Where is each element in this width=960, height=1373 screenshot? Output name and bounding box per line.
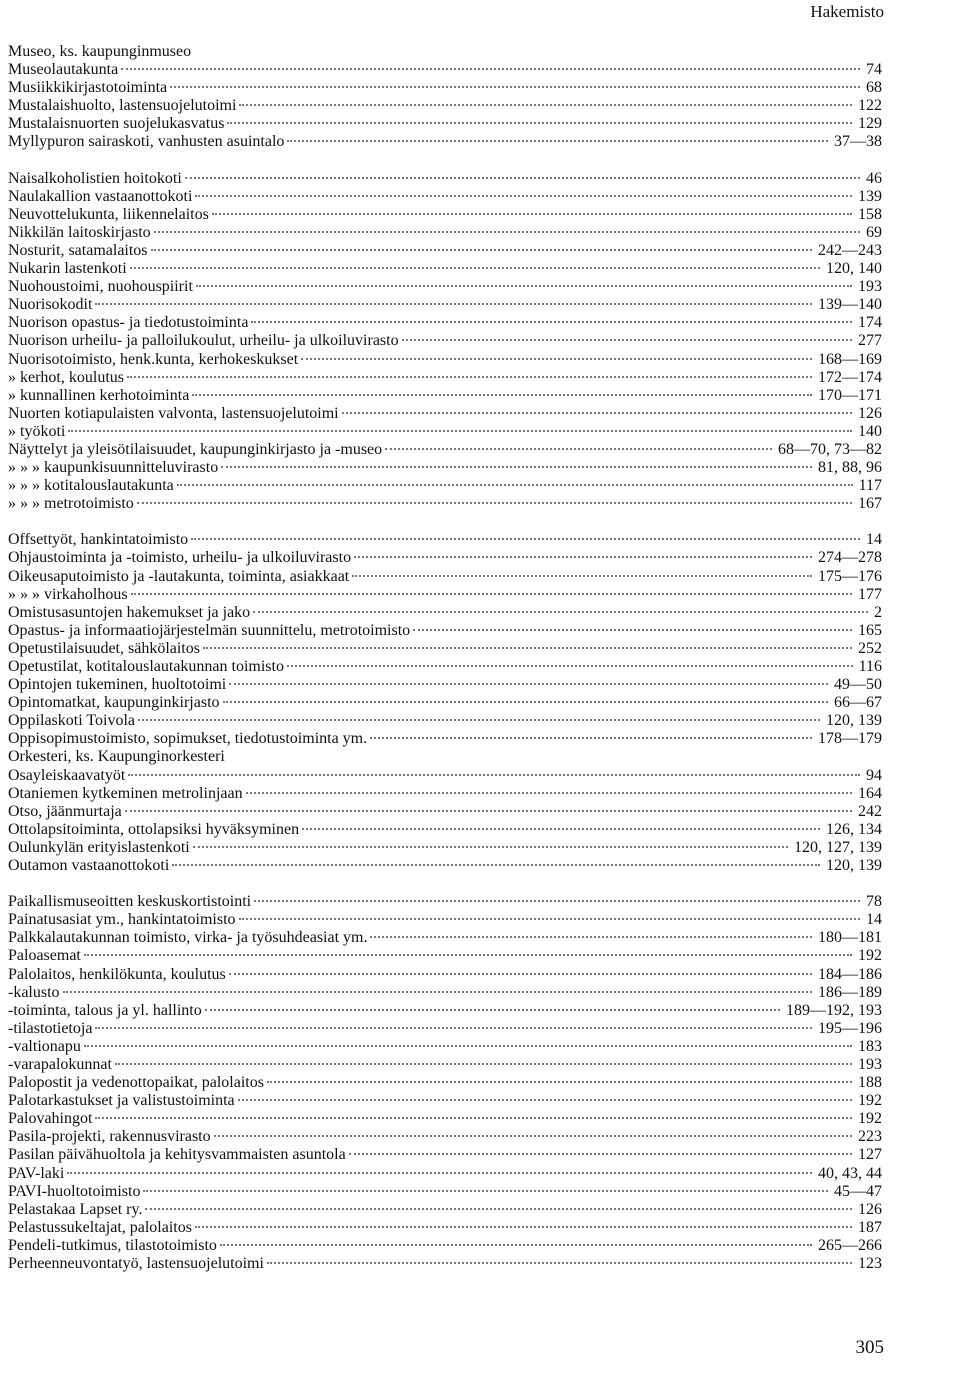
dot-leader	[246, 792, 852, 794]
index-pages: 127	[858, 1146, 882, 1164]
index-entry	[8, 1092, 882, 1110]
dot-leader	[385, 448, 772, 450]
index-pages: 37—38	[834, 133, 882, 151]
index-entry	[8, 748, 882, 766]
index-pages: 66—67	[834, 694, 882, 712]
dot-leader	[192, 394, 812, 396]
index-entry	[8, 984, 882, 1002]
index-term: -tilastotietoja	[8, 1019, 93, 1037]
dot-leader	[170, 86, 860, 88]
index-term: Pelastakaa Lapset ry.	[8, 1200, 143, 1218]
index-term: » kunnallinen kerhotoiminta	[8, 386, 190, 404]
index-term: Nosturit, satamalaitos	[8, 241, 148, 259]
index-pages: 242	[858, 802, 882, 820]
index-entry	[8, 1237, 882, 1255]
index-pages: 40, 43, 44	[818, 1164, 882, 1182]
index-entry	[8, 767, 882, 785]
index-pages: 139	[858, 187, 882, 205]
dot-leader	[267, 1081, 852, 1083]
index-pages: 120, 139	[826, 857, 882, 875]
index-pages: 170—171	[818, 386, 882, 404]
index-term: Oikeusaputoimisto ja -lautakunta, toiminta, asiakkaat	[8, 567, 350, 585]
index-term: Palolaitos, henkilökunta, koulutus	[8, 965, 226, 983]
index-group-n	[8, 170, 882, 514]
dot-leader	[137, 502, 852, 504]
dot-leader	[185, 177, 860, 179]
index-entry	[8, 1255, 882, 1273]
index-term: Perheenneuvontatyö, lastensuojelutoimi	[8, 1255, 264, 1272]
dot-leader	[229, 683, 828, 685]
index-pages: 274—278	[818, 549, 882, 567]
index-term: Musiikkikirjastotoiminta	[8, 79, 168, 97]
index-term: Outamon vastaanottokoti	[8, 857, 170, 875]
index-term: Mustalaisnuorten suojelukasvatus	[8, 115, 225, 133]
index-pages: 78	[866, 893, 882, 911]
index-term: Opetustilat, kotitalouslautakunnan toimisto	[8, 658, 284, 675]
index-term: Paikallismuseoitten keskuskortistointi	[8, 893, 252, 911]
index-entry	[8, 1146, 882, 1164]
dot-leader	[221, 466, 812, 468]
index-pages: 74	[866, 61, 882, 79]
index-entry	[8, 79, 882, 97]
index-group-o	[8, 531, 882, 875]
index-group-p	[8, 893, 882, 1273]
index-term: Pelastussukeltajat, palolaitos	[8, 1218, 192, 1236]
index-entry	[8, 61, 882, 79]
index-entry	[8, 133, 882, 151]
dot-leader	[220, 1244, 812, 1246]
index-term: » kerhot, koulutus	[8, 368, 124, 386]
index-entry	[8, 188, 882, 206]
index-term: Palkkalautakunnan toimisto, virka- ja työsuhdeasiat ym.	[8, 929, 368, 947]
index-term: Offsettyöt, hankintatoimisto	[8, 531, 189, 549]
index-term: » » » kaupunkisuunnitteluvirasto	[8, 459, 219, 477]
index-entry	[8, 549, 882, 567]
index-entry	[8, 966, 882, 984]
index-entry	[8, 495, 882, 513]
dot-leader	[214, 1135, 852, 1137]
index-pages: 14	[866, 531, 882, 549]
index-pages: 2	[874, 603, 882, 621]
index-entry	[8, 1056, 882, 1074]
dot-leader	[84, 1045, 852, 1047]
index-pages: 120, 139	[826, 712, 882, 730]
dot-leader	[370, 936, 812, 938]
index-term: PAVI-huoltotoimisto	[8, 1182, 141, 1200]
index-pages: 139—140	[818, 296, 882, 314]
index-entry	[8, 170, 882, 188]
index-term: Otaniemen kytkeminen metrolinjaan	[8, 784, 243, 802]
dot-leader	[251, 321, 852, 323]
index-pages: 123	[858, 1255, 882, 1272]
dot-leader	[67, 1172, 812, 1174]
index-entry	[8, 260, 882, 278]
index-term: Ottolapsitoiminta, ottolapsiksi hyväksyminen	[8, 820, 300, 838]
index-term: -toiminta, talous ja yl. hallinto	[8, 1001, 202, 1019]
dot-leader	[121, 68, 860, 70]
index-term: Naisalkoholistien hoitokoti	[8, 169, 182, 187]
index-pages: 126	[858, 404, 882, 422]
index-pages: 120, 127, 139	[794, 838, 882, 856]
dot-leader	[151, 249, 812, 251]
index-pages: 129	[858, 115, 882, 133]
index-group-m	[8, 43, 882, 152]
index-pages: 178—179	[818, 730, 882, 748]
index-pages: 140	[858, 422, 882, 440]
index-pages: 183	[858, 1037, 882, 1055]
index-pages: 193	[858, 278, 882, 296]
dot-leader	[138, 719, 820, 721]
dot-leader	[95, 303, 812, 305]
dot-leader	[143, 1190, 828, 1192]
index-pages: 46	[866, 169, 882, 187]
index-pages: 14	[866, 911, 882, 929]
index-term: Painatusasiat ym., hankintatoimisto	[8, 911, 236, 929]
index-entry	[8, 296, 882, 314]
dot-leader	[193, 846, 788, 848]
dot-leader	[402, 339, 852, 341]
index-entry	[8, 1219, 882, 1237]
dot-leader	[191, 538, 860, 540]
dot-leader	[253, 611, 868, 613]
index-term: Pasila-projekti, rakennusvirasto	[8, 1128, 211, 1146]
dot-leader	[63, 991, 812, 993]
index-term: Pendeli-tutkimus, tilastotoimisto	[8, 1236, 217, 1254]
index-term: Naulakallion vastaanottokoti	[8, 187, 193, 205]
dot-leader	[267, 1262, 852, 1264]
index-term: Näyttelyt ja yleisötilaisuudet, kaupunginkirjasto ja -museo	[8, 440, 383, 458]
index-entry	[8, 658, 882, 676]
index-pages: 177	[858, 585, 882, 603]
index-entry	[8, 1074, 882, 1092]
dot-leader	[227, 122, 852, 124]
index-pages: 116	[858, 658, 882, 675]
dot-leader	[354, 556, 812, 558]
index-pages: 193	[858, 1055, 882, 1073]
index-entry	[8, 1020, 882, 1038]
index-entry	[8, 531, 882, 549]
index-entry	[8, 712, 882, 730]
index-entry	[8, 568, 882, 586]
dot-leader	[195, 1226, 852, 1228]
index-entry	[8, 423, 882, 441]
index-term: Ohjaustoiminta ja -toimisto, urheilu- ja ulkoiluvirasto	[8, 549, 352, 567]
index-pages: 172—174	[818, 368, 882, 386]
dot-leader	[352, 575, 812, 577]
dot-leader	[195, 195, 852, 197]
index-entry	[8, 676, 882, 694]
dot-leader	[115, 1063, 852, 1065]
index-pages: 167	[858, 495, 882, 513]
index-pages: 187	[858, 1218, 882, 1236]
dot-leader	[302, 828, 820, 830]
index-term: » työkoti	[8, 422, 66, 440]
index-entry	[8, 477, 882, 495]
dot-leader	[342, 412, 852, 414]
index-term: Opintojen tukeminen, huoltotoimi	[8, 676, 227, 694]
dot-leader	[84, 954, 852, 956]
index-term: Oppilaskoti Toivola	[8, 712, 136, 730]
index-term: Palovahingot	[8, 1110, 93, 1128]
index-entry	[8, 1038, 882, 1056]
index-entry	[8, 43, 882, 61]
index-pages: 223	[858, 1128, 882, 1146]
index-pages: 126, 134	[826, 820, 882, 838]
index-entry	[8, 242, 882, 260]
index-entry	[8, 694, 882, 712]
index-term: Nukarin lastenkoti	[8, 260, 127, 278]
index-pages: 189—192, 193	[786, 1001, 882, 1019]
index-entry	[8, 857, 882, 875]
index-entry	[8, 441, 882, 459]
index-term: » » » kotitalouslautakunta	[8, 477, 174, 495]
index-entry	[8, 1128, 882, 1146]
index-pages: 158	[858, 205, 882, 223]
index-pages: 126	[858, 1200, 882, 1218]
index-term: Palopostit ja vedenottopaikat, palolaitos	[8, 1074, 264, 1092]
index-term: Osayleiskaavatyöt	[8, 766, 126, 784]
index-entry	[8, 730, 882, 748]
index-pages: 45—47	[834, 1182, 882, 1200]
index-term: Nuorisotoimisto, henk.kunta, kerhokeskukset	[8, 350, 299, 368]
index-term: -varapalokunnat	[8, 1055, 112, 1073]
index-entry	[8, 224, 882, 242]
index-term: Museo, ks. kaupunginmuseo	[8, 43, 192, 60]
index-entry	[8, 206, 882, 224]
dot-leader	[223, 701, 828, 703]
index-pages: 164	[858, 784, 882, 802]
index-term: » » » virkaholhous	[8, 585, 128, 603]
index-term: Myllypuron sairaskoti, vanhusten asuintalo	[8, 133, 285, 151]
index-entry	[8, 622, 882, 640]
index-pages: 68	[866, 79, 882, 97]
index-entry	[8, 785, 882, 803]
index-pages: 265—266	[818, 1236, 882, 1254]
dot-leader	[254, 900, 860, 902]
index-list	[8, 43, 882, 1273]
index-term: Paloasemat	[8, 947, 81, 965]
index-term: Nuohoustoimi, nuohouspiirit	[8, 278, 193, 296]
index-entry	[8, 115, 882, 133]
index-pages: 180—181	[818, 929, 882, 947]
index-term: Opastus- ja informaatiojärjestelmän suunnittelu, metrotoimisto	[8, 621, 411, 639]
index-pages: 117	[858, 477, 882, 495]
dot-leader	[413, 629, 852, 631]
index-entry	[8, 278, 882, 296]
index-pages: 69	[866, 223, 882, 241]
index-entry	[8, 947, 882, 965]
index-pages: 49—50	[834, 676, 882, 694]
index-entry	[8, 929, 882, 947]
index-entry	[8, 1110, 882, 1128]
index-term: -valtionapu	[8, 1037, 81, 1055]
index-entry	[8, 405, 882, 423]
index-term: Oulunkylän erityislastenkoti	[8, 838, 190, 856]
index-term: Pasilan päivähuoltola ja kehitysvammaisten asuntola	[8, 1146, 346, 1164]
dot-leader	[203, 647, 852, 649]
index-pages: 81, 88, 96	[818, 459, 882, 477]
index-pages: 186—189	[818, 983, 882, 1001]
dot-leader	[128, 774, 860, 776]
index-term: Opintomatkat, kaupunginkirjasto	[8, 694, 220, 712]
index-term: Neuvottelukunta, liikennelaitos	[8, 205, 209, 223]
dot-leader	[229, 973, 812, 975]
index-term: Nuorisokodit	[8, 296, 93, 314]
dot-leader	[370, 737, 812, 739]
index-entry	[8, 1002, 882, 1020]
index-pages: 192	[858, 1110, 882, 1128]
index-entry	[8, 604, 882, 622]
index-pages: 242—243	[818, 241, 882, 259]
index-term: Omistusasuntojen hakemukset ja jako	[8, 603, 251, 621]
dot-leader	[238, 1099, 852, 1101]
dot-leader	[145, 1208, 852, 1210]
index-term: PAV-laki	[8, 1164, 65, 1182]
dot-leader	[239, 918, 860, 920]
index-entry	[8, 911, 882, 929]
dot-leader	[95, 1027, 812, 1029]
index-term: Nuorison urheilu- ja palloilukoulut, urheilu- ja ulkoiluvirasto	[8, 332, 399, 350]
index-term: Oppisopimustoimisto, sopimukset, tiedotustoiminta ym.	[8, 730, 368, 748]
dot-leader	[127, 376, 812, 378]
dot-leader	[239, 104, 852, 106]
index-pages: 252	[858, 639, 882, 657]
index-entry	[8, 839, 882, 857]
dot-leader	[301, 358, 812, 360]
index-entry	[8, 1165, 882, 1183]
dot-leader	[287, 140, 828, 142]
index-term: Nikkilän laitoskirjasto	[8, 223, 151, 241]
dot-leader	[131, 593, 852, 595]
dot-leader	[68, 430, 852, 432]
index-pages: 184—186	[818, 965, 882, 983]
index-entry	[8, 640, 882, 658]
running-head: Hakemisto	[810, 2, 884, 21]
dot-leader	[287, 665, 853, 667]
index-pages: 120, 140	[826, 260, 882, 278]
dot-leader	[205, 1009, 780, 1011]
index-term: » » » metrotoimisto	[8, 495, 134, 513]
index-pages: 68—70, 73—82	[778, 440, 882, 458]
index-term: -kalusto	[8, 983, 60, 1001]
dot-leader	[172, 864, 820, 866]
index-entry	[8, 803, 882, 821]
index-entry	[8, 314, 882, 332]
index-pages: 192	[858, 947, 882, 965]
index-pages: 188	[858, 1074, 882, 1092]
index-term: Orkesteri, ks. Kaupunginorkesteri	[8, 748, 225, 766]
index-entry	[8, 387, 882, 405]
index-pages: 195—196	[818, 1019, 882, 1037]
index-term: Museolautakunta	[8, 61, 119, 79]
dot-leader	[212, 213, 852, 215]
index-entry	[8, 586, 882, 604]
index-entry	[8, 369, 882, 387]
index-entry	[8, 893, 882, 911]
index-pages: 165	[858, 621, 882, 639]
index-entry	[8, 821, 882, 839]
index-entry	[8, 351, 882, 369]
index-pages: 277	[858, 332, 882, 350]
page-number: 305	[855, 1337, 884, 1358]
index-pages: 94	[866, 766, 882, 784]
dot-leader	[349, 1153, 852, 1155]
index-term: Nuorison opastus- ja tiedotustoiminta	[8, 314, 249, 332]
index-entry	[8, 459, 882, 477]
index-entry	[8, 1201, 882, 1219]
index-term: Mustalaishuolto, lastensuojelutoimi	[8, 97, 237, 115]
dot-leader	[125, 810, 852, 812]
index-pages: 168—169	[818, 350, 882, 368]
index-term: Otso, jäänmurtaja	[8, 802, 122, 820]
index-pages: 192	[858, 1092, 882, 1110]
dot-leader	[177, 484, 853, 486]
index-pages: 174	[858, 314, 882, 332]
index-entry	[8, 97, 882, 115]
index-entry	[8, 1183, 882, 1201]
index-pages: 175—176	[818, 567, 882, 585]
index-entry	[8, 332, 882, 350]
index-term: Opetustilaisuudet, sähkölaitos	[8, 639, 200, 657]
index-pages: 122	[858, 97, 882, 115]
index-term: Palotarkastukset ja valistustoiminta	[8, 1092, 235, 1110]
dot-leader	[196, 285, 852, 287]
index-term: Nuorten kotiapulaisten valvonta, lastensuojelutoimi	[8, 404, 339, 422]
dot-leader	[130, 267, 820, 269]
dot-leader	[95, 1117, 852, 1119]
dot-leader	[154, 231, 860, 233]
